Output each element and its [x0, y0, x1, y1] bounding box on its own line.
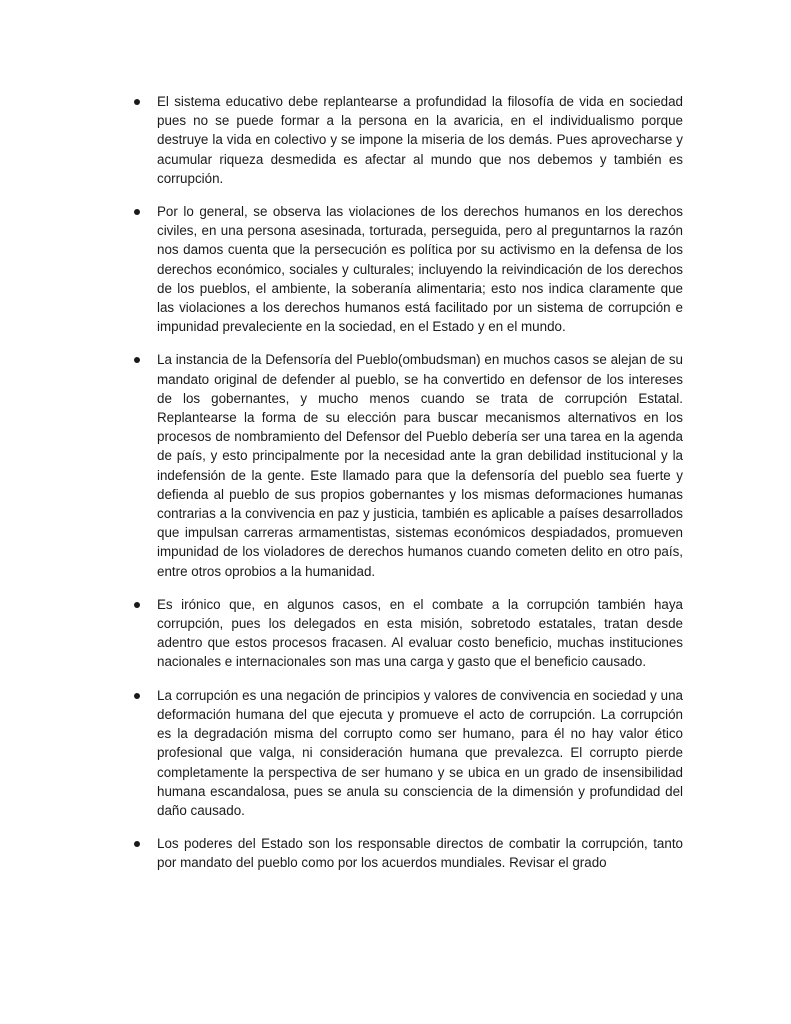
bullet-text: Los poderes del Estado son los responsable directos de combatir la corrupción, tanto por mandato del pueblo como por los acuerdos mundiales. Revisar el grado — [157, 836, 683, 871]
bullet-item-education — [131, 92, 683, 188]
document-page — [131, 92, 683, 887]
bullet-icon — [134, 209, 140, 215]
bullet-icon — [134, 357, 140, 363]
bullet-text: Por lo general, se observa las violaciones de los derechos humanos en los derechos civiles, en una persona asesinada, torturada, perseguida, pero al preguntarnos la razón nos damos cuenta que la persecución es política por su activismo en la defensa de los derechos económico, sociales y culturales; incluyendo la reivindicación de los derechos de los pueblos, el ambiente, la soberanía alimentaria; esto nos indica claramente que las violaciones a los derechos humanos está facilitado por un sistema de corrupción e impunidad prevaleciente en la sociedad, en el Estado y en el mundo. — [157, 204, 683, 335]
bullet-item-human-rights — [131, 202, 683, 336]
bullet-item-corruption-definition — [131, 686, 683, 820]
bullet-icon — [134, 841, 140, 847]
bullet-text: El sistema educativo debe replantearse a profundidad la filosofía de vida en sociedad pues no se puede formar a la persona en la avaricia, en el individualismo porque destruye la vida en colectivo y se impone la miseria de los demás. Pues aprovecharse y acumular riqueza desmedida es afectar al mundo que nos debemos y también es corrupción. — [157, 94, 683, 186]
bullet-icon — [134, 693, 140, 699]
bullet-item-irony — [131, 595, 683, 672]
bullet-icon — [134, 602, 140, 608]
bullet-item-ombudsman — [131, 350, 683, 580]
bullet-icon — [134, 99, 140, 105]
bullet-item-state-powers — [131, 834, 683, 872]
bullet-text: La instancia de la Defensoría del Pueblo(ombudsman) en muchos casos se alejan de su mandato original de defender al pueblo, se ha convertido en defensor de los intereses de los gobernantes, y mucho menos cuando se trata de corrupción Estatal. Replantearse la forma de su elección para buscar mecanismos alternativos en los procesos de nombramiento del Defensor del Pueblo debería ser una tarea en la agenda de país, y esto principalmente por la necesidad ante la gran debilidad institucional y la indefensión de la gente. Este llamado para que la defensoría del pueblo sea fuerte y defienda al pueblo de sus propios gobernantes y los mismas deformaciones humanas contrarias a la convivencia en paz y justicia, también es aplicable a países desarrollados que impulsan carreras armamentistas, sistemas económicos despiadados, promueven impunidad de los violadores de derechos humanos cuando cometen delito en otro país, entre otros oprobios a la humanidad. — [157, 352, 683, 579]
bullet-text: La corrupción es una negación de principios y valores de convivencia en sociedad y una deformación humana del que ejecuta y promueve el acto de corrupción. La corrupción es la degradación misma del corrupto como ser humano, para él no hay valor ético profesional que valga, ni consideración humana que prevalezca. El corrupto pierde completamente la perspectiva de ser humano y se ubica en un grado de insensibilidad humana escandalosa, pues se anula su consciencia de la dimensión y profundidad del daño causado. — [157, 687, 683, 818]
bullet-text: Es irónico que, en algunos casos, en el combate a la corrupción también haya corrupción, pues los delegados en esta misión, sobretodo estatales, tratan desde adentro que estos procesos fracasen. Al evaluar costo beneficio, muchas instituciones nacionales e internacionales son mas una carga y gasto que el beneficio causado. — [157, 596, 683, 670]
